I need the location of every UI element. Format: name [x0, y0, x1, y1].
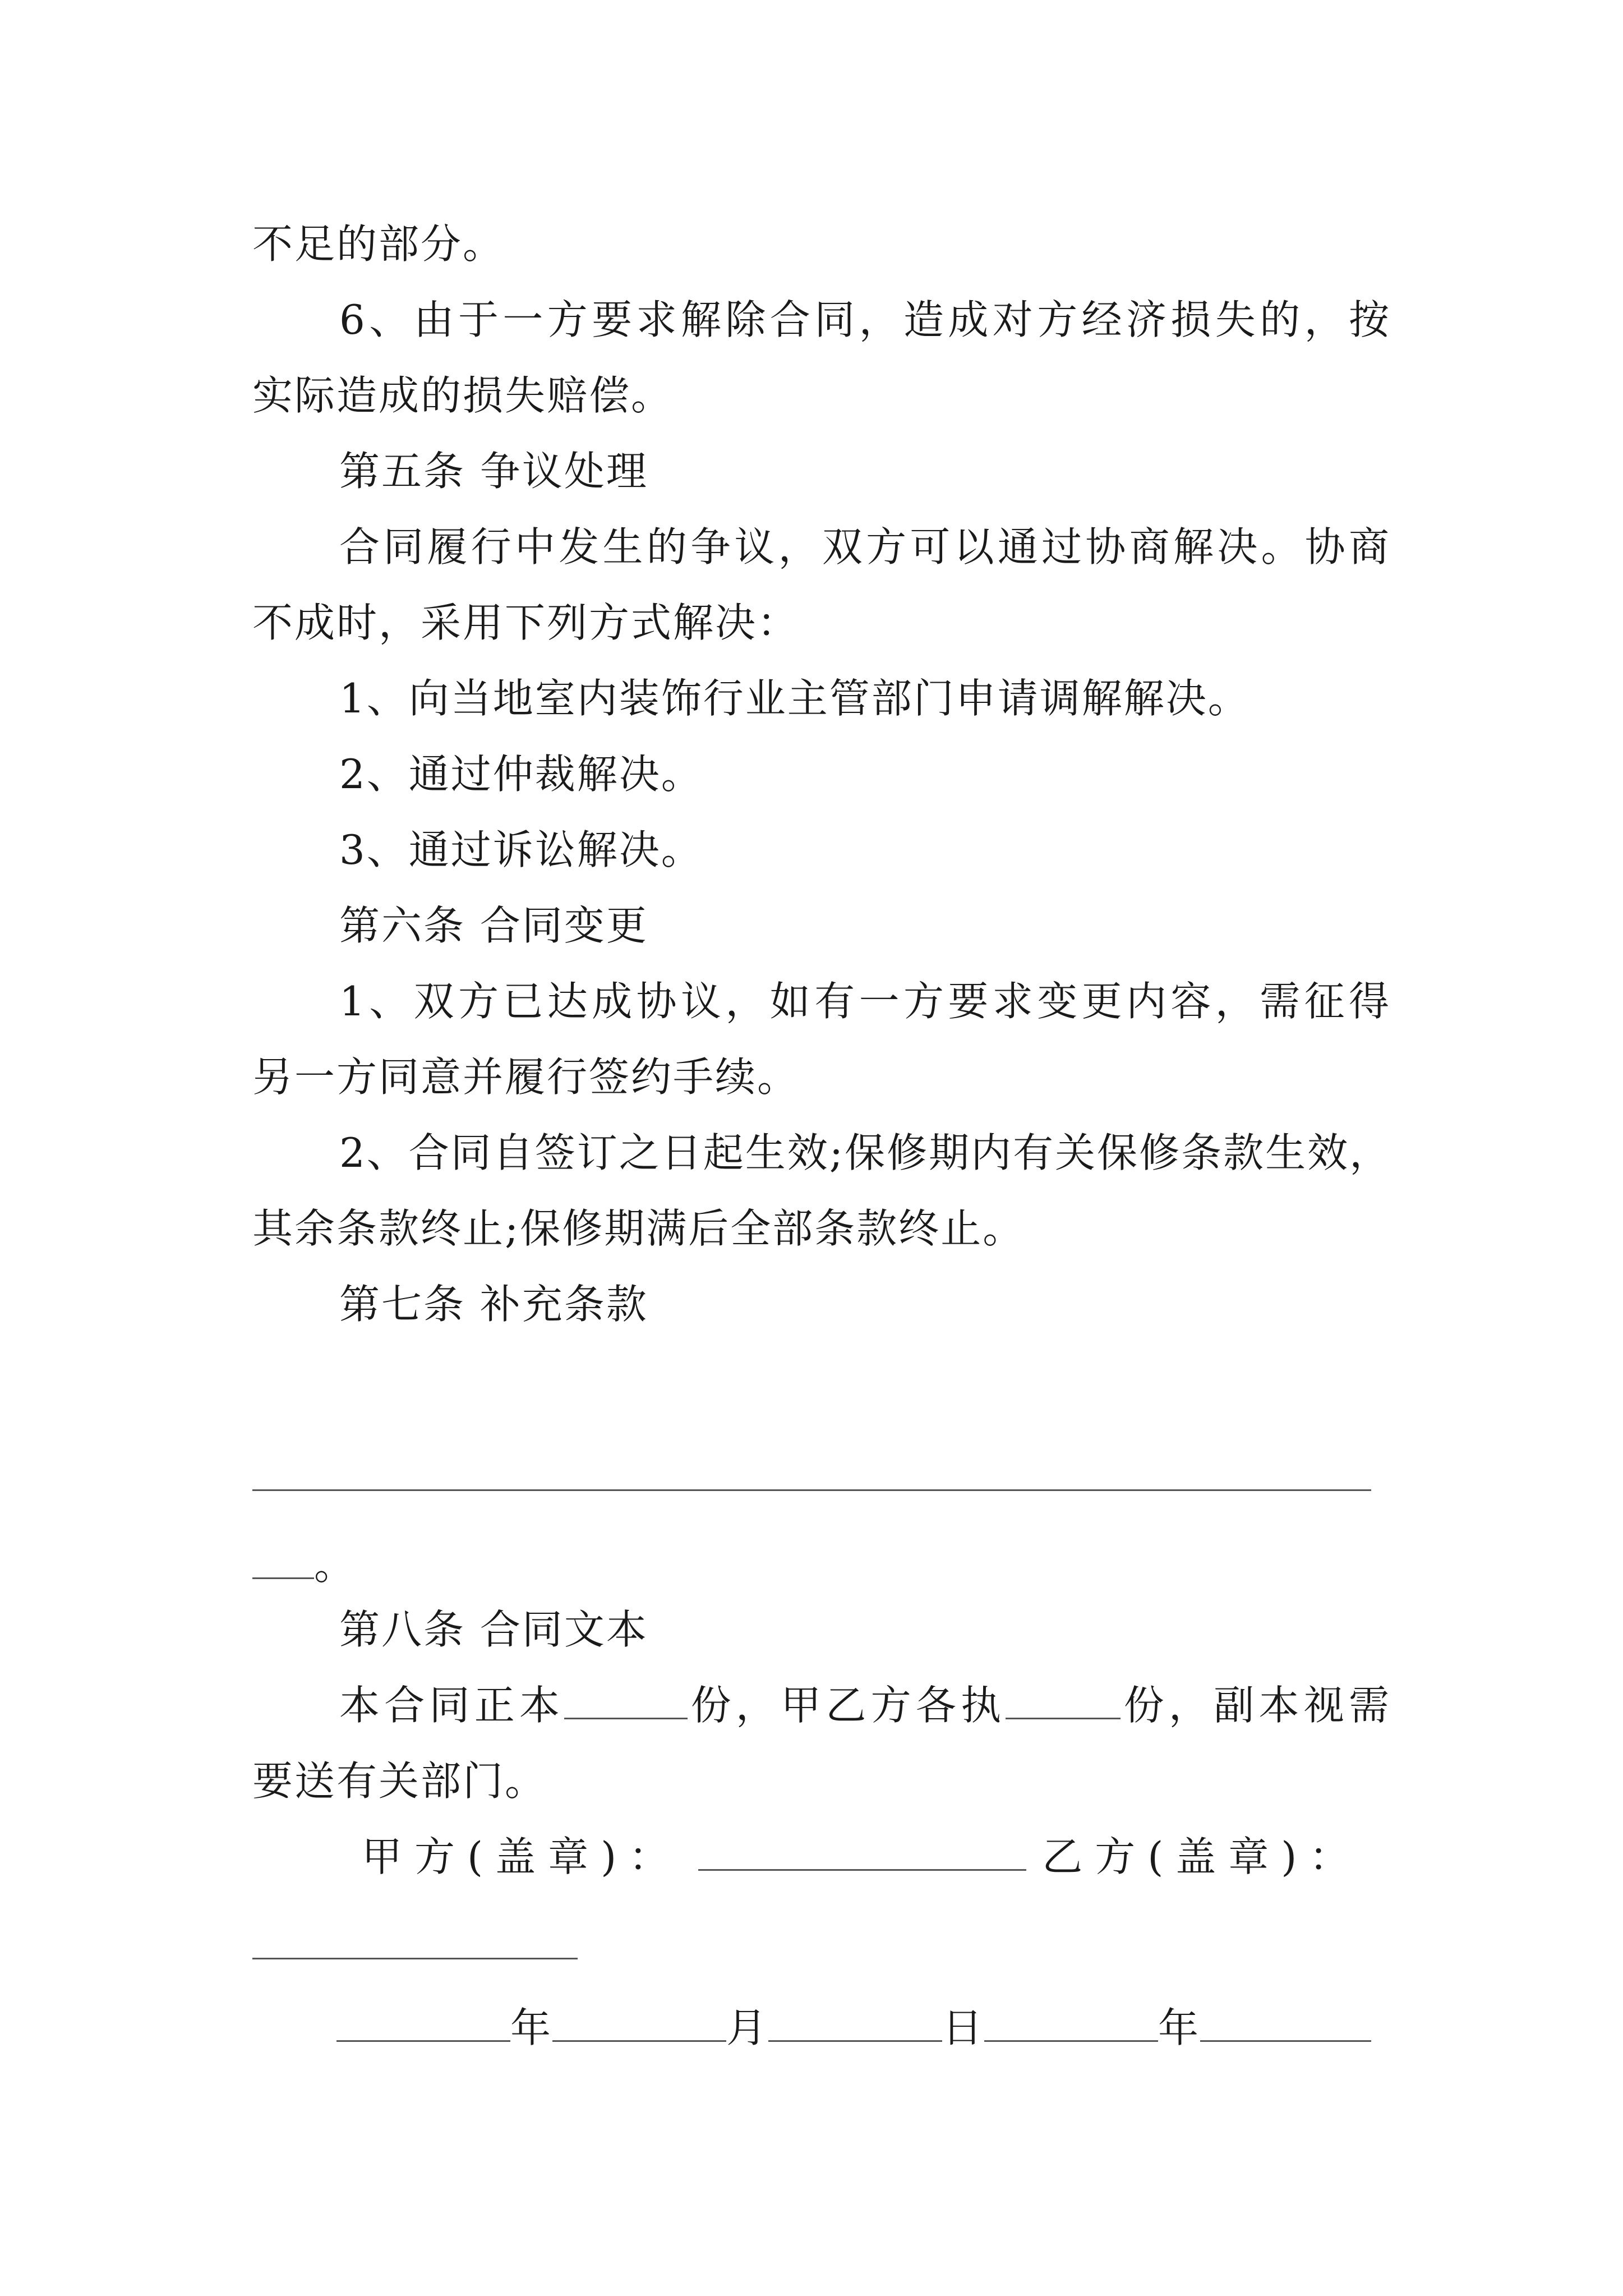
signature-line — [252, 1829, 1391, 1885]
paragraph-line: 2、合同自签订之日起生效;保修期内有关保修条款生效， — [339, 1129, 1392, 1176]
day-blank — [768, 2007, 942, 2042]
paragraph-line: 实际造成的损失赔偿。 — [252, 372, 674, 419]
supplementary-terms-blank — [252, 1489, 1371, 1491]
paragraph-line: 其余条款终止;保修期满后全部条款终止。 — [252, 1205, 1025, 1252]
copies-text-3: 份，副本视需 — [1121, 1682, 1391, 1729]
list-item: 2、通过仲裁解决。 — [339, 751, 703, 798]
each-party-count-blank — [1006, 1684, 1121, 1719]
month-label: 月 — [726, 2004, 769, 2051]
paragraph-line: 不足的部分。 — [252, 220, 505, 268]
month-blank — [552, 2007, 726, 2042]
date-line — [336, 2000, 1391, 2056]
list-item: 1、向当地室内装饰行业主管部门申请调解解决。 — [339, 675, 1250, 722]
section-heading: 第五条 争议处理 — [339, 448, 648, 495]
period-text: 。 — [314, 1542, 357, 1589]
fill-blank — [252, 1544, 314, 1579]
supplementary-terms-end — [252, 1537, 1391, 1593]
year2-blank — [984, 2007, 1158, 2042]
originals-count-blank — [564, 1684, 688, 1719]
section-heading: 第八条 合同文本 — [339, 1606, 648, 1653]
paragraph-line: 6、由于一方要求解除合同，造成对方经济损失的，按 — [339, 296, 1391, 343]
party-a-blank — [698, 1835, 1026, 1871]
year-blank — [336, 2007, 510, 2042]
party-b-blank — [252, 1958, 578, 1959]
copies-text-1: 本合同正本 — [339, 1682, 565, 1729]
paragraph-line: 另一方同意并履行签约手续。 — [252, 1053, 800, 1101]
paragraph-line: 1、双方已达成协议，如有一方要求变更内容，需征得 — [339, 978, 1391, 1025]
party-a-label: 甲方(盖章)： — [362, 1833, 682, 1880]
year-label: 年 — [510, 2004, 553, 2051]
party-b-label: 乙方(盖章)： — [1042, 1833, 1362, 1880]
copies-text-2: 份，甲乙方各执 — [688, 1682, 1006, 1729]
paragraph-line: 要送有关部门。 — [252, 1757, 547, 1805]
year2-label: 年 — [1158, 2004, 1201, 2051]
paragraph-line: 合同履行中发生的争议，双方可以通过协商解决。协商 — [339, 523, 1391, 570]
list-item: 3、通过诉讼解决。 — [339, 826, 703, 873]
day-label: 日 — [942, 2004, 985, 2051]
trailing-blank — [1200, 2007, 1371, 2042]
paragraph-line: 不成时，采用下列方式解决： — [252, 599, 800, 646]
copies-line — [252, 1677, 1391, 1733]
section-heading: 第六条 合同变更 — [339, 902, 648, 949]
section-heading: 第七条 补充条款 — [339, 1281, 648, 1328]
